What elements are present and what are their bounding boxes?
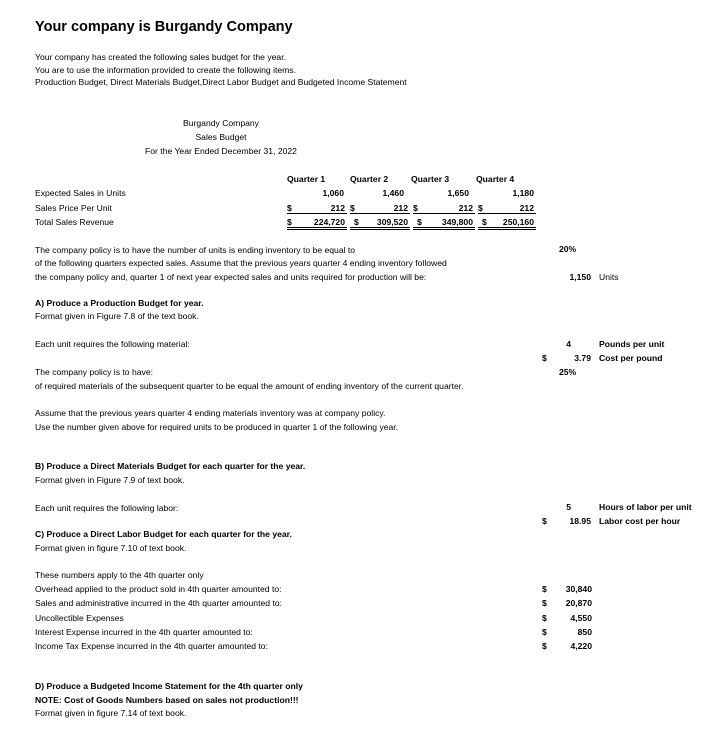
revenue-q2: 309,520 [376, 217, 408, 227]
labor-cost: 18.95 [569, 516, 591, 526]
q4-item-value: 4,550 [570, 613, 592, 623]
intro-line-1: Your company has created the following sales budget for the year. [35, 52, 286, 62]
section-d-format: Format given in figure 7.14 of text book. [35, 708, 187, 718]
quarter-header-1: Quarter 1 [287, 174, 326, 184]
q4-item-label: Sales and administrative incurred in the 4th quarter amounted to: [35, 598, 282, 608]
materials-assume-1: Assume that the previous years quarter 4 ending materials inventory was at company policy. [35, 408, 386, 418]
budget-name: Sales Budget [195, 132, 247, 142]
materials-pounds: 4 [566, 339, 571, 349]
policy-percent: 20% [559, 244, 577, 254]
labor-hours-label: Hours of labor per unit [599, 502, 692, 512]
currency-symbol: $ [542, 641, 547, 651]
q4-item-value: 850 [577, 627, 592, 637]
row-label-revenue: Total Sales Revenue [35, 217, 114, 227]
section-d-heading: D) Produce a Budgeted Income Statement for the 4th quarter only [35, 681, 303, 691]
revenue-cell-q2 [350, 215, 410, 230]
intro-line-3: Production Budget, Direct Materials Budget,Direct Labor Budget and Budgeted Income Statement [35, 77, 407, 87]
section-a-format: Format given in Figure 7.8 of the text book. [35, 311, 199, 321]
materials-policy-line-1: The company policy is to have: [35, 367, 153, 377]
quarter-header-2: Quarter 2 [350, 174, 389, 184]
currency-symbol: $ [413, 203, 418, 213]
section-c-format: Format given in figure 7.10 of text book. [35, 543, 187, 553]
revenue-cell-q4 [478, 215, 536, 230]
q4-item-value: 4,220 [570, 641, 592, 651]
revenue-q1: 224,720 [313, 217, 345, 227]
price-q4: 212 [519, 203, 534, 213]
currency-symbol: $ [542, 584, 547, 594]
q4-item-value: 20,870 [565, 598, 592, 608]
intro-line-2: You are to use the information provided to create the following items. [35, 65, 296, 75]
units-label: Units [599, 272, 619, 282]
budget-period: For the Year Ended December 31, 2022 [145, 146, 297, 156]
section-b-heading: B) Produce a Direct Materials Budget for each quarter for the year. [35, 461, 306, 471]
policy-line-2: of the following quarters expected sales. Assume that the previous years quarter 4 ending inventory followed [35, 258, 447, 268]
price-q3: 212 [458, 203, 473, 213]
labor-hours: 5 [566, 502, 571, 512]
materials-text: Each unit requires the following material: [35, 339, 190, 349]
q4-item-label: Interest Expense incurred in the 4th quarter amounted to: [35, 627, 253, 637]
units-q4: 1,180 [512, 188, 534, 198]
quarter-header-3: Quarter 3 [411, 174, 450, 184]
currency-symbol: $ [417, 217, 422, 227]
policy-line-3: the company policy and, quarter 1 of next year expected sales and units required for production will be: [35, 272, 427, 282]
q4-item-value: 30,840 [565, 584, 592, 594]
price-cell-q4 [478, 201, 536, 214]
section-b-format: Format given in Figure 7.9 of text book. [35, 475, 185, 485]
materials-assume-2: Use the number given above for required units to be produced in quarter 1 of the following year. [35, 422, 399, 432]
materials-pounds-label: Pounds per unit [599, 339, 665, 349]
revenue-cell-q3 [413, 215, 475, 230]
currency-symbol: $ [542, 353, 547, 363]
q4-intro: These numbers apply to the 4th quarter only [35, 570, 204, 580]
section-a-heading: A) Produce a Production Budget for year. [35, 298, 204, 308]
quarter-header-4: Quarter 4 [476, 174, 515, 184]
currency-symbol: $ [478, 203, 483, 213]
q4-item-label: Income Tax Expense incurred in the 4th quarter amounted to: [35, 641, 268, 651]
labor-cost-label: Labor cost per hour [599, 516, 681, 526]
currency-symbol: $ [542, 516, 547, 526]
units-q2: 1,460 [382, 188, 404, 198]
revenue-cell-q1 [287, 215, 347, 230]
policy-line-1: The company policy is to have the number of units is ending inventory to be equal to [35, 245, 356, 255]
q4-item-label: Overhead applied to the product sold in 4th quarter amounted to: [35, 584, 282, 594]
currency-symbol: $ [287, 203, 292, 213]
currency-symbol: $ [542, 627, 547, 637]
price-q2: 212 [393, 203, 408, 213]
page-title: Your company is Burgandy Company [35, 19, 293, 35]
currency-symbol: $ [350, 203, 355, 213]
materials-policy-line-2: of required materials of the subsequent quarter to be equal the amount of ending inventory of the current quarter. [35, 381, 464, 391]
price-cell-q3 [413, 201, 475, 214]
price-cell-q2 [350, 201, 410, 214]
currency-symbol: $ [354, 217, 359, 227]
labor-text: Each unit requires the following labor: [35, 503, 179, 513]
materials-policy-percent: 25% [559, 367, 577, 377]
materials-cost-label: Cost per pound [599, 353, 663, 363]
units-q1: 1,060 [322, 188, 344, 198]
currency-symbol: $ [542, 613, 547, 623]
revenue-q4: 250,160 [502, 217, 534, 227]
budget-company: Burgandy Company [183, 118, 259, 128]
materials-cost: 3.79 [574, 353, 591, 363]
currency-symbol: $ [287, 217, 292, 227]
currency-symbol: $ [482, 217, 487, 227]
revenue-q3: 349,800 [441, 217, 473, 227]
row-label-units: Expected Sales in Units [35, 188, 126, 198]
next-quarter-units: 1,150 [569, 272, 591, 282]
q4-item-label: Uncollectible Expenses [35, 613, 124, 623]
price-q1: 212 [330, 203, 345, 213]
price-cell-q1 [287, 201, 347, 214]
units-q3: 1,650 [447, 188, 469, 198]
section-d-note: NOTE: Cost of Goods Numbers based on sales not production!!! [35, 695, 299, 705]
row-label-price: Sales Price Per Unit [35, 203, 112, 213]
section-c-heading: C) Produce a Direct Labor Budget for each quarter for the year. [35, 529, 292, 539]
currency-symbol: $ [542, 598, 547, 608]
